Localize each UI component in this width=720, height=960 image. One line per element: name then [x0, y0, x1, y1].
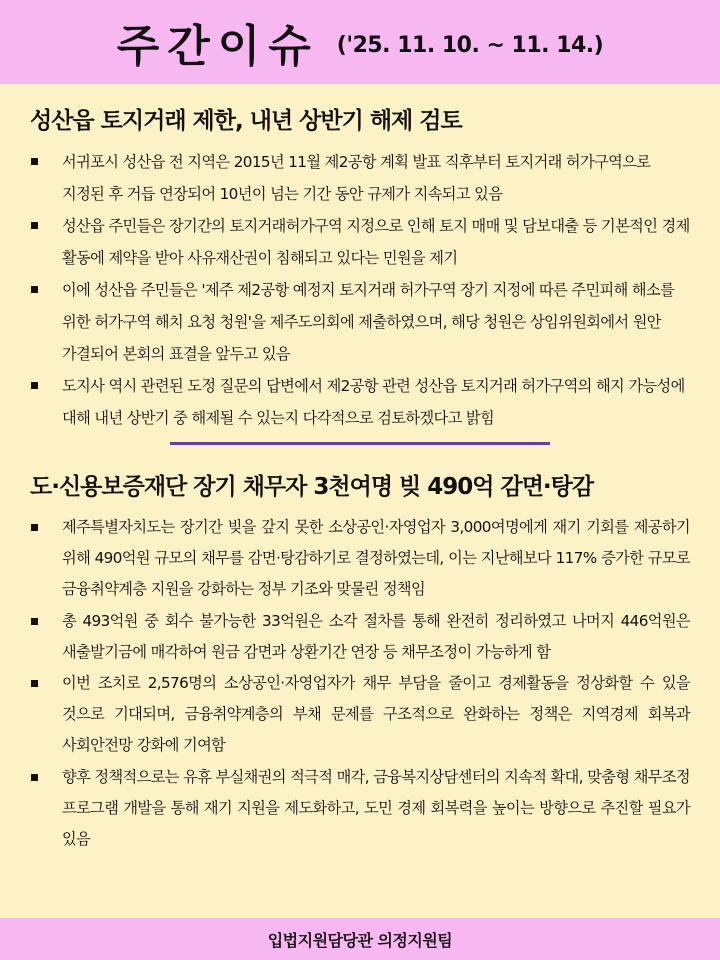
square-bullet-icon	[31, 524, 38, 531]
issue-section-2	[0, 470, 720, 855]
square-bullet-icon	[31, 286, 38, 293]
footer-department: 입법지원담당관 의정지원팀	[267, 930, 453, 950]
date-range: ('25. 11. 10. ~ 11. 14.)	[336, 32, 604, 58]
list-item	[0, 274, 720, 370]
square-bullet-icon	[31, 158, 38, 165]
bullet-list	[0, 146, 720, 434]
list-item	[0, 668, 720, 762]
list-item-text: 도지사 역시 관련된 도정 질문의 답변에서 제2공항 관련 성산읍 토지거래 허가구역의 해지 가능성에 대해 내년 상반기 중 해제될 수 있는지 다각적으로 검토하겠다고 밝힘	[62, 377, 685, 427]
square-bullet-icon	[31, 774, 38, 781]
list-item	[0, 210, 720, 274]
square-bullet-icon	[31, 222, 38, 229]
list-item-text: 서귀포시 성산읍 전 지역은 2015년 11월 제2공항 계획 발표 직후부터 토지거래 허가구역으로 지정된 후 거듭 연장되어 10년이 넘는 기간 동안 규제가 지속되고 있음	[62, 153, 651, 203]
list-item	[0, 606, 720, 668]
section-title: 도·신용보증재단 장기 채무자 3천여명 빚 490억 감면·탕감	[30, 474, 594, 500]
list-item-text: 제주특별자치도는 장기간 빚을 갚지 못한 소상공인·자영업자 3,000여명에게 재기 기회를 제공하기 위해 490억원 규모의 채무를 감면·탕감하기로 결정하였는데, 이는 지난해보다 117% 증가한 규모로 금융취약계층 지원을 강화하는 정부 기조와 맞물린 정책임	[62, 518, 690, 599]
section-title: 성산읍 토지거래 제한, 내년 상반기 해제 검토	[30, 108, 462, 134]
list-item	[0, 146, 720, 210]
square-bullet-icon	[31, 382, 38, 389]
list-item-text: 성산읍 주민들은 장기간의 토지거래허가구역 지정으로 인해 토지 매매 및 담보대출 등 기본적인 경제 활동에 제약을 받아 사유재산권이 침해되고 있다는 민원을 제기	[62, 217, 690, 267]
bullet-list	[0, 512, 720, 855]
list-item	[0, 762, 720, 856]
list-item	[0, 512, 720, 606]
header-band	[0, 0, 720, 84]
list-item	[0, 370, 720, 434]
list-item-text: 총 493억원 중 회수 불가능한 33억원은 소각 절차를 통해 완전히 정리하였고 나머지 446억원은 새출발기금에 매각하여 원금 감면과 상환기간 연장 등 채무조정이 가능하게 함	[62, 611, 690, 661]
square-bullet-icon	[31, 618, 38, 625]
footer-band	[0, 918, 720, 960]
page-title: 주간이슈	[116, 21, 319, 72]
section-divider	[170, 442, 550, 445]
list-item-text: 이에 성산읍 주민들은 '제주 제2공항 예정지 토지거래 허가구역 장기 지정에 따른 주민피해 해소를 위한 허가구역 해치 요청 청원'을 제주도의회에 제출하였으며, 해당 청원은 상임위원회에서 원안 가결되어 본회의 표결을 앞두고 있음	[62, 281, 675, 363]
square-bullet-icon	[31, 680, 38, 687]
list-item-text: 이번 조치로 2,576명의 소상공인·자영업자가 채무 부담을 줄이고 경제활동을 정상화할 수 있을 것으로 기대되며, 금융취약계층의 부채 문제를 구조적으로 완화하는 정책은 지역경제 회복과 사회안전망 강화에 기여함	[62, 674, 690, 755]
issue-section-1	[0, 104, 720, 434]
list-item-text: 향후 정책적으로는 유휴 부실채권의 적극적 매각, 금융복지상담센터의 지속적 확대, 맞춤형 채무조정 프로그램 개발을 통해 재기 지원을 제도화하고, 도민 경제 회복력을 높이는 방향으로 추진할 필요가 있음	[62, 767, 690, 849]
